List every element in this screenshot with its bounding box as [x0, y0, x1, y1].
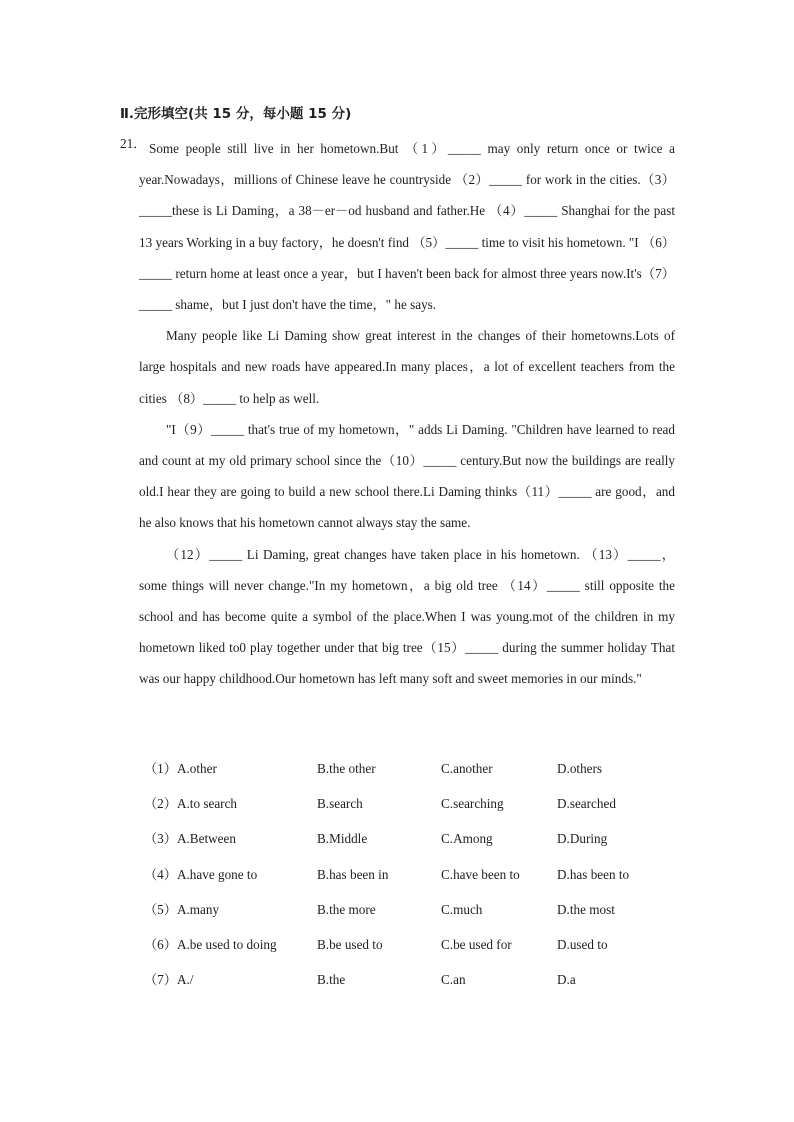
passage-paragraph-4: （12）_____ Li Daming, great changes have taken place in his hometown. （13）_____，some things will never change."In my hometown，a big old tree （14）_____ still opposite the school and has become quite a symbol of the place.When I was young.mot of the children in my hometown liked to0 play together under that big tree（15）_____ during the summer holiday That was our happy childhood.Our hometown has left many soft and sweet memories in our minds."	[139, 546, 675, 687]
option-c: C.much	[441, 901, 483, 917]
option-a: （2）A.to search	[144, 796, 238, 812]
passage-paragraph-1: Some people still live in her hometown.But （1）_____ may only return once or twice a year.Nowadays，millions of Chinese leave he countryside （2）_____ for work in the cities.（3）_____these is Li Daming，a 38－er－od husband and father.He （4）_____ Shanghai for the past 13 years Working in a buy factory，he doesn't find （5）_____ time to visit his hometown. "I （6）_____ return home at least once a year，but I haven't been back for almost three years now.It's（7）_____ shame，but I just don't have the time，" he says.	[139, 141, 675, 313]
option-b: B.be used to	[317, 936, 383, 952]
option-row	[144, 933, 664, 968]
option-d: D.a	[557, 972, 576, 988]
passage-paragraph-3: "I（9）_____ that's true of my hometown，" adds Li Daming. "Children have learned to read and count at my old primary school since the（10）_____ century.But now the buildings are really old.I hear they are going to build a new school there.Li Daming thinks（11）_____ are good，and he also knows that his hometown cannot always stay the same.	[139, 421, 675, 531]
option-row	[144, 968, 664, 1003]
option-a: （3）A.Between	[144, 831, 236, 847]
option-a: （6）A.be used to doing	[144, 936, 277, 952]
option-b: B.has been in	[317, 866, 389, 882]
option-a: （5）A.many	[144, 901, 220, 917]
question-number: 21．	[120, 136, 147, 151]
option-c: C.another	[441, 761, 493, 776]
option-row	[144, 827, 664, 862]
option-c: C.have been to	[441, 866, 520, 882]
option-c: C.an	[441, 972, 466, 988]
option-a: （7）A./	[144, 972, 194, 988]
option-row	[144, 757, 664, 792]
option-c: C.Among	[441, 831, 493, 847]
option-row	[144, 792, 664, 827]
option-row	[144, 898, 664, 933]
option-a: （4）A.have gone to	[144, 866, 258, 882]
option-b: B.the more	[317, 901, 376, 917]
option-d: D.others	[557, 761, 603, 776]
option-c: C.be used for	[441, 936, 512, 952]
passage-paragraph-2: Many people like Li Daming show great interest in the changes of their hometowns.Lots of large hospitals and new roads have appeared.In many places，a lot of excellent teachers from the cities （8）_____ to help as well.	[139, 328, 675, 406]
option-d: D.used to	[557, 936, 608, 952]
option-d: D.searched	[557, 796, 616, 812]
section-title: Ⅱ.完形填空(共 15 分，每小题 15 分)	[120, 106, 352, 122]
option-b: B.search	[317, 796, 363, 812]
option-a: （1）A.other	[144, 761, 217, 776]
option-b: B.Middle	[317, 831, 368, 847]
option-d: D.has been to	[557, 866, 630, 882]
cloze-passage	[139, 133, 675, 695]
answer-options	[144, 757, 664, 1003]
option-b: B.the	[317, 972, 346, 988]
option-c: C.searching	[441, 796, 504, 812]
option-d: D.the most	[557, 901, 615, 917]
option-d: D.During	[557, 831, 608, 847]
option-row	[144, 863, 664, 898]
option-b: B.the other	[317, 761, 376, 776]
